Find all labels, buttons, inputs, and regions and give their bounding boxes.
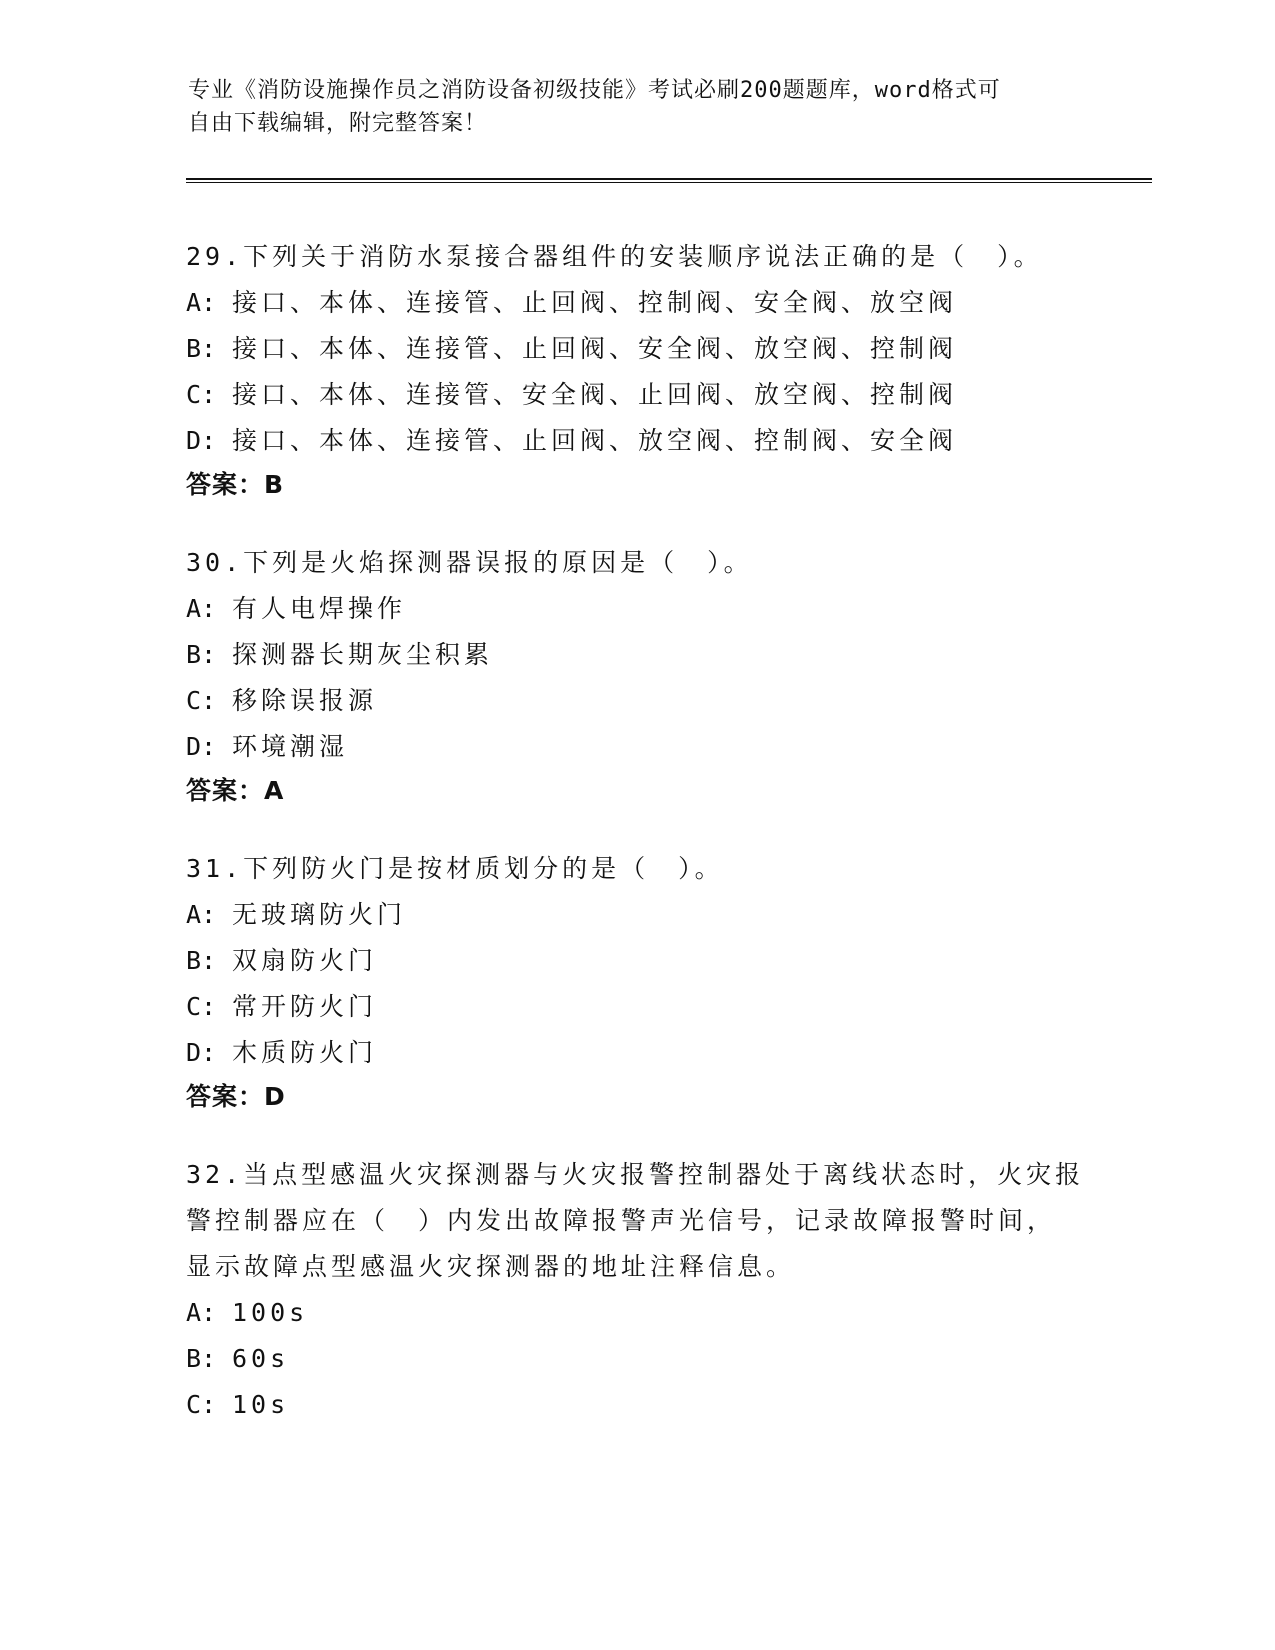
question-stem: 29.下列关于消防水泵接合器组件的安装顺序说法正确的是（ ）。	[186, 242, 1043, 271]
question-32	[186, 1152, 1086, 1428]
option-text: 探测器长期灰尘积累	[232, 640, 494, 669]
question-stem-line-3: 显示故障点型感温火灾探测器的地址注释信息。	[186, 1252, 796, 1281]
option-text: 10s	[232, 1390, 290, 1419]
header-line-2: 自由下载编辑，附完整答案！	[188, 111, 488, 136]
option-text: 接口、本体、连接管、止回阀、放空阀、控制阀、安全阀	[232, 426, 958, 455]
option-key: B:	[186, 946, 217, 975]
option-a	[186, 1290, 1086, 1336]
question-stem: 30.下列是火焰探测器误报的原因是（ ）。	[186, 548, 753, 577]
question-list	[186, 234, 1086, 1462]
option-key: A:	[186, 900, 217, 929]
option-b	[186, 1336, 1086, 1382]
question-31	[186, 846, 1086, 1118]
option-c	[186, 678, 1086, 724]
option-key: D:	[186, 1038, 217, 1067]
option-a	[186, 586, 1086, 632]
question-29	[186, 234, 1086, 506]
option-c	[186, 372, 1086, 418]
answer-label: 答案：D	[186, 1082, 286, 1111]
option-text: 双扇防火门	[232, 946, 378, 975]
option-c	[186, 984, 1086, 1030]
option-key: B:	[186, 1344, 217, 1373]
header-divider-thick	[186, 178, 1152, 180]
option-key: A:	[186, 288, 217, 317]
answer-label: 答案：B	[186, 470, 285, 499]
option-d	[186, 1030, 1086, 1076]
option-key: D:	[186, 732, 217, 761]
option-key: C:	[186, 686, 217, 715]
header-line-1: 专业《消防设施操作员之消防设备初级技能》考试必刷200题题库，word格式可	[188, 78, 1001, 103]
option-d	[186, 418, 1086, 464]
option-key: C:	[186, 1390, 217, 1419]
option-b	[186, 938, 1086, 984]
option-text: 移除误报源	[232, 686, 378, 715]
option-text: 环境潮湿	[232, 732, 349, 761]
option-text: 60s	[232, 1344, 290, 1373]
option-b	[186, 326, 1086, 372]
option-key: C:	[186, 992, 217, 1021]
option-text: 木质防火门	[232, 1038, 378, 1067]
option-text: 接口、本体、连接管、止回阀、安全阀、放空阀、控制阀	[232, 334, 958, 363]
question-stem-line-1: 32.当点型感温火灾探测器与火灾报警控制器处于离线状态时，火灾报	[186, 1160, 1085, 1189]
document-header	[188, 74, 1078, 140]
option-d	[186, 724, 1086, 770]
header-divider-thin	[186, 182, 1152, 183]
option-c	[186, 1382, 1086, 1428]
option-key: A:	[186, 1298, 217, 1327]
option-text: 有人电焊操作	[232, 594, 407, 623]
option-key: C:	[186, 380, 217, 409]
question-stem-line-2: 警控制器应在（ ）内发出故障报警声光信号，记录故障报警时间，	[186, 1206, 1057, 1235]
option-key: B:	[186, 640, 217, 669]
option-text: 无玻璃防火门	[232, 900, 407, 929]
option-text: 接口、本体、连接管、止回阀、控制阀、安全阀、放空阀	[232, 288, 958, 317]
option-text: 100s	[232, 1298, 309, 1327]
option-a	[186, 892, 1086, 938]
question-stem: 31.下列防火门是按材质划分的是（ ）。	[186, 854, 724, 883]
option-text: 常开防火门	[232, 992, 378, 1021]
question-30	[186, 540, 1086, 812]
option-key: D:	[186, 426, 217, 455]
option-a	[186, 280, 1086, 326]
option-text: 接口、本体、连接管、安全阀、止回阀、放空阀、控制阀	[232, 380, 958, 409]
option-key: A:	[186, 594, 217, 623]
answer-label: 答案：A	[186, 776, 285, 805]
option-key: B:	[186, 334, 217, 363]
option-b	[186, 632, 1086, 678]
